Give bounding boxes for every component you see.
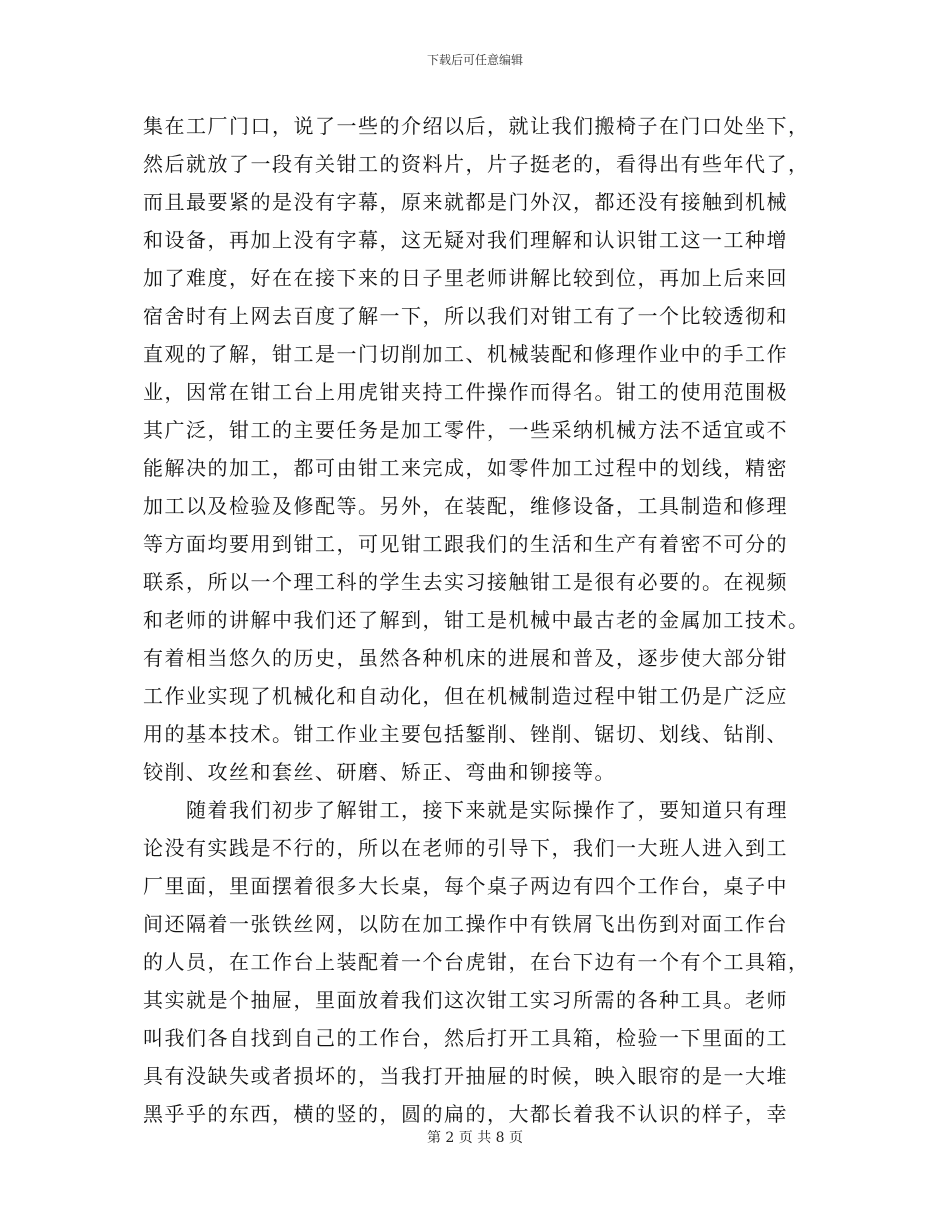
text-line: 其实就是个抽屉，里面放着我们这次钳工实习所需的各种工具。老师: [143, 988, 788, 1012]
text-line: 工作业实现了机械化和自动化，但在机械制造过程中钳工仍是广泛应: [143, 684, 788, 708]
text-line: 有着相当悠久的历史，虽然各种机床的进展和普及，逐步使大部分钳: [143, 646, 788, 670]
page-footer: 第 2 页 共 8 页: [426, 1130, 524, 1146]
text-line: 用的基本技术。钳工作业主要包括錾削、锉削、锯切、划线、钻削、: [143, 722, 788, 746]
text-line: 而且最要紧的是没有字幕，原来就都是门外汉，都还没有接触到机械: [143, 190, 788, 214]
text-line: 黑乎乎的东西，横的竖的，圆的扁的，大都长着我不认识的样子，幸: [143, 1102, 788, 1126]
text-line: 加工以及检验及修配等。另外，在装配，维修设备，工具制造和修理: [143, 494, 788, 518]
text-line: 厂里面，里面摆着很多大长桌，每个桌子两边有四个工作台，桌子中: [143, 874, 788, 898]
text-line: 的人员，在工作台上装配着一个台虎钳，在台下边有一个有个工具箱，: [143, 950, 810, 974]
text-line: 业，因常在钳工台上用虎钳夹持工件操作而得名。钳工的使用范围极: [143, 380, 788, 404]
text-line: 随着我们初步了解钳工，接下来就是实际操作了，要知道只有理: [143, 798, 788, 822]
text-line: 论没有实践是不行的，所以在老师的引导下，我们一大班人进入到工: [143, 836, 788, 860]
text-line: 铰削、攻丝和套丝、研磨、矫正、弯曲和铆接等。: [143, 760, 616, 784]
text-line: 联系，所以一个理工科的学生去实习接触钳工是很有必要的。在视频: [143, 570, 788, 594]
text-line: 其广泛，钳工的主要任务是加工零件，一些采纳机械方法不适宜或不: [143, 418, 788, 442]
text-line: 和设备，再加上没有字幕，这无疑对我们理解和认识钳工这一工种增: [143, 228, 788, 252]
text-line: 能解决的加工，都可由钳工来完成，如零件加工过程中的划线，精密: [143, 456, 788, 480]
text-line: 和老师的讲解中我们还了解到，钳工是机械中最古老的金属加工技术。: [143, 608, 810, 632]
text-line: 直观的了解，钳工是一门切削加工、机械装配和修理作业中的手工作: [143, 342, 788, 366]
text-line: 集在工厂门口，说了一些的介绍以后，就让我们搬椅子在门口处坐下，: [143, 114, 810, 138]
text-line: 具有没缺失或者损坏的，当我打开抽屉的时候，映入眼帘的是一大堆: [143, 1064, 788, 1088]
text-line: 间还隔着一张铁丝网，以防在加工操作中有铁屑飞出伤到对面工作台: [143, 912, 788, 936]
text-line: 宿舍时有上网去百度了解一下，所以我们对钳工有了一个比较透彻和: [143, 304, 788, 328]
text-line: 叫我们各自找到自己的工作台，然后打开工具箱，检验一下里面的工: [143, 1026, 788, 1050]
document-body: [143, 107, 808, 1133]
text-line: 等方面均要用到钳工，可见钳工跟我们的生活和生产有着密不可分的: [143, 532, 788, 556]
text-line: 加了难度，好在在接下来的日子里老师讲解比较到位，再加上后来回: [143, 266, 788, 290]
page-header: 下载后可任意编辑: [426, 53, 523, 67]
text-line: 然后就放了一段有关钳工的资料片，片子挺老的，看得出有些年代了，: [143, 152, 810, 176]
